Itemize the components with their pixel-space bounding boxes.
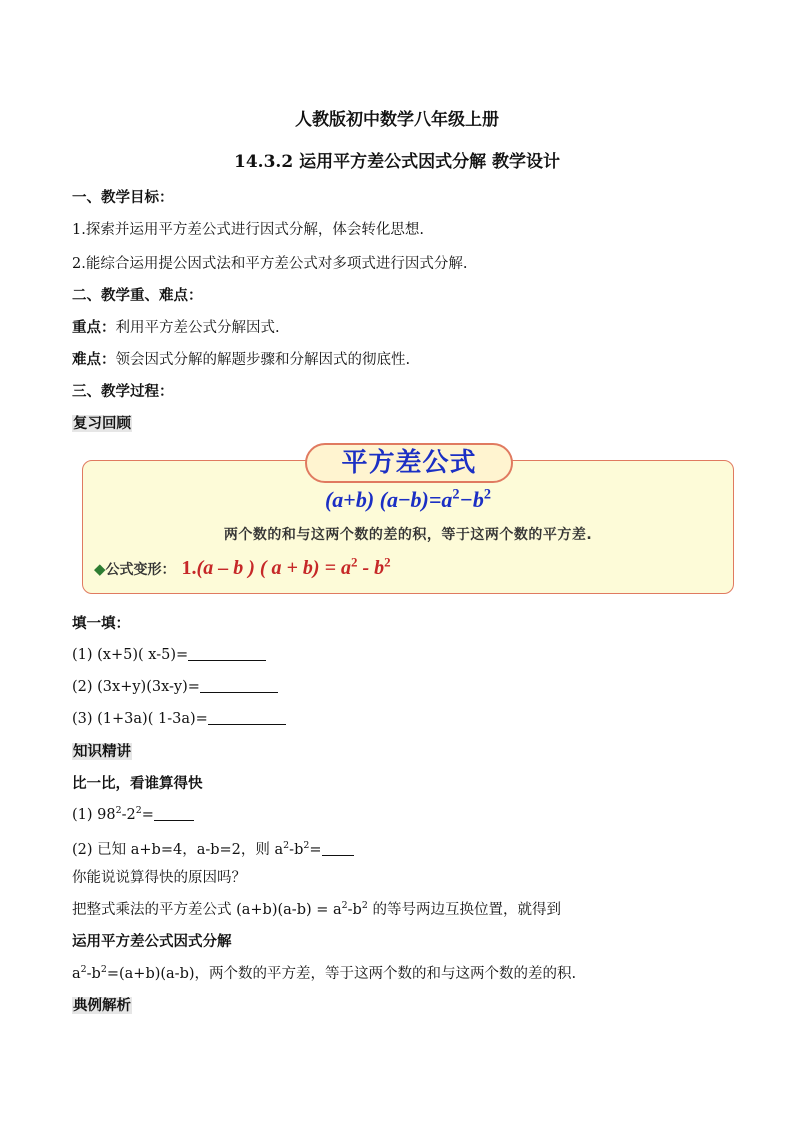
process-heading: 三、教学过程： [72,383,174,400]
q-part: = [141,807,154,823]
focus-line [72,316,280,337]
explain-part: 把整式乘法的平方差公式 (a+b)(a-b) = a [72,902,342,918]
rule-part: a [72,966,81,982]
answer-blank[interactable] [188,646,266,661]
explain-part: -b [347,902,362,918]
knowledge-label-text: 知识精讲 [73,743,131,760]
fill-in-text: (3) (1+3a)( 1-3a)= [72,711,208,727]
fill-in-item-2 [72,678,278,695]
variant-number: 1. [181,557,197,579]
variant-label: 公式变形： [105,562,176,578]
lesson-title: 14.3.2 运用平方差公式因式分解 教学设计 [234,152,560,172]
formula-exponent: 2 [483,486,492,503]
formula-part: )=a [421,487,453,512]
explain-part: 的等号两边互换位置，就得到 [367,902,561,918]
fill-in-item-1 [72,646,266,663]
review-label [72,412,132,433]
answer-blank[interactable] [200,678,278,693]
compare-question-2 [72,838,354,859]
q-part: (1) 98 [72,807,116,823]
fill-in-heading: 填一填： [72,615,130,632]
variant-part: - b [357,557,385,579]
diamond-bullet-icon: ◆ [94,560,106,578]
knowledge-label [72,740,132,761]
answer-blank[interactable] [208,710,286,725]
goal-item-1: 1.探索并运用平方差公式进行因式分解，体会转化思想. [72,222,424,238]
explain-exponent: 2 [341,900,348,912]
rule-exponent: 2 [80,964,87,976]
q-part: -b [289,842,304,858]
q-exponent: 2 [303,840,310,852]
goals-heading: 一、教学目标： [72,189,174,206]
formula-card-title: 平方差公式 [305,443,513,483]
formula-part: ) (a [366,487,398,512]
difficulty-text: 领会因式分解的解题步骤和分解因式的彻底性. [115,352,411,368]
q-exponent: 2 [115,805,122,817]
answer-blank[interactable] [322,841,354,856]
formula-part: + [343,487,356,512]
explain-exponent: 2 [361,900,368,912]
review-label-text: 复习回顾 [73,415,131,432]
explanation-line [72,898,561,919]
fill-in-item-3 [72,710,286,727]
difficulty-label: 难点： [72,351,116,368]
reason-question: 你能说说算得快的原因吗？ [72,870,246,886]
rule-part: -b [86,966,101,982]
key-points-heading: 二、教学重、难点： [72,287,203,304]
fill-in-text: (2) (3x+y)(3x-y)= [72,679,200,695]
compare-heading: 比一比，看谁算得快 [72,775,203,792]
formula-part: − [397,487,411,512]
formula-description: 两个数的和与这两个数的差的积，等于这两个数的平方差. [223,527,593,543]
examples-label-text: 典例解析 [73,997,131,1014]
rule-exponent: 2 [100,964,107,976]
fill-in-text: (1) (x+5)( x-5)= [72,647,189,663]
formula-part: (a [324,487,344,512]
method-heading: 运用平方差公式因式分解 [72,933,232,950]
page-title: 人教版初中数学八年级上册 [295,110,499,130]
variant-expression [181,554,391,579]
goal-item-2: 2.能综合运用提公因式法和平方差公式对多项式进行因式分解. [72,256,468,272]
examples-label [72,994,132,1015]
formula-part: −b [459,487,484,512]
difficulty-line [72,348,410,369]
answer-blank[interactable] [154,806,194,821]
formula-variant [94,554,391,580]
formula-exponent: 2 [452,486,460,503]
q-part: -2 [121,807,136,823]
focus-label: 重点： [72,319,116,336]
q-exponent: 2 [135,805,142,817]
variant-exponent: 2 [350,554,358,570]
rule-line [72,962,576,983]
variant-part: (a – b ) ( a + b) = a [196,557,351,579]
q-part: = [309,842,322,858]
q-exponent: 2 [283,840,290,852]
rule-part: =(a+b)(a-b)，两个数的平方差，等于这两个数的和与这两个数的差的积. [106,966,577,982]
compare-question-1 [72,806,194,823]
focus-text: 利用平方差公式分解因式. [115,320,280,336]
variant-exponent: 2 [384,554,391,570]
formula-part: b [410,487,422,512]
formula-part: b [355,487,367,512]
q-part: (2) 已知 a+b=4，a-b=2，则 a [72,842,284,858]
difference-of-squares-formula [82,487,734,513]
